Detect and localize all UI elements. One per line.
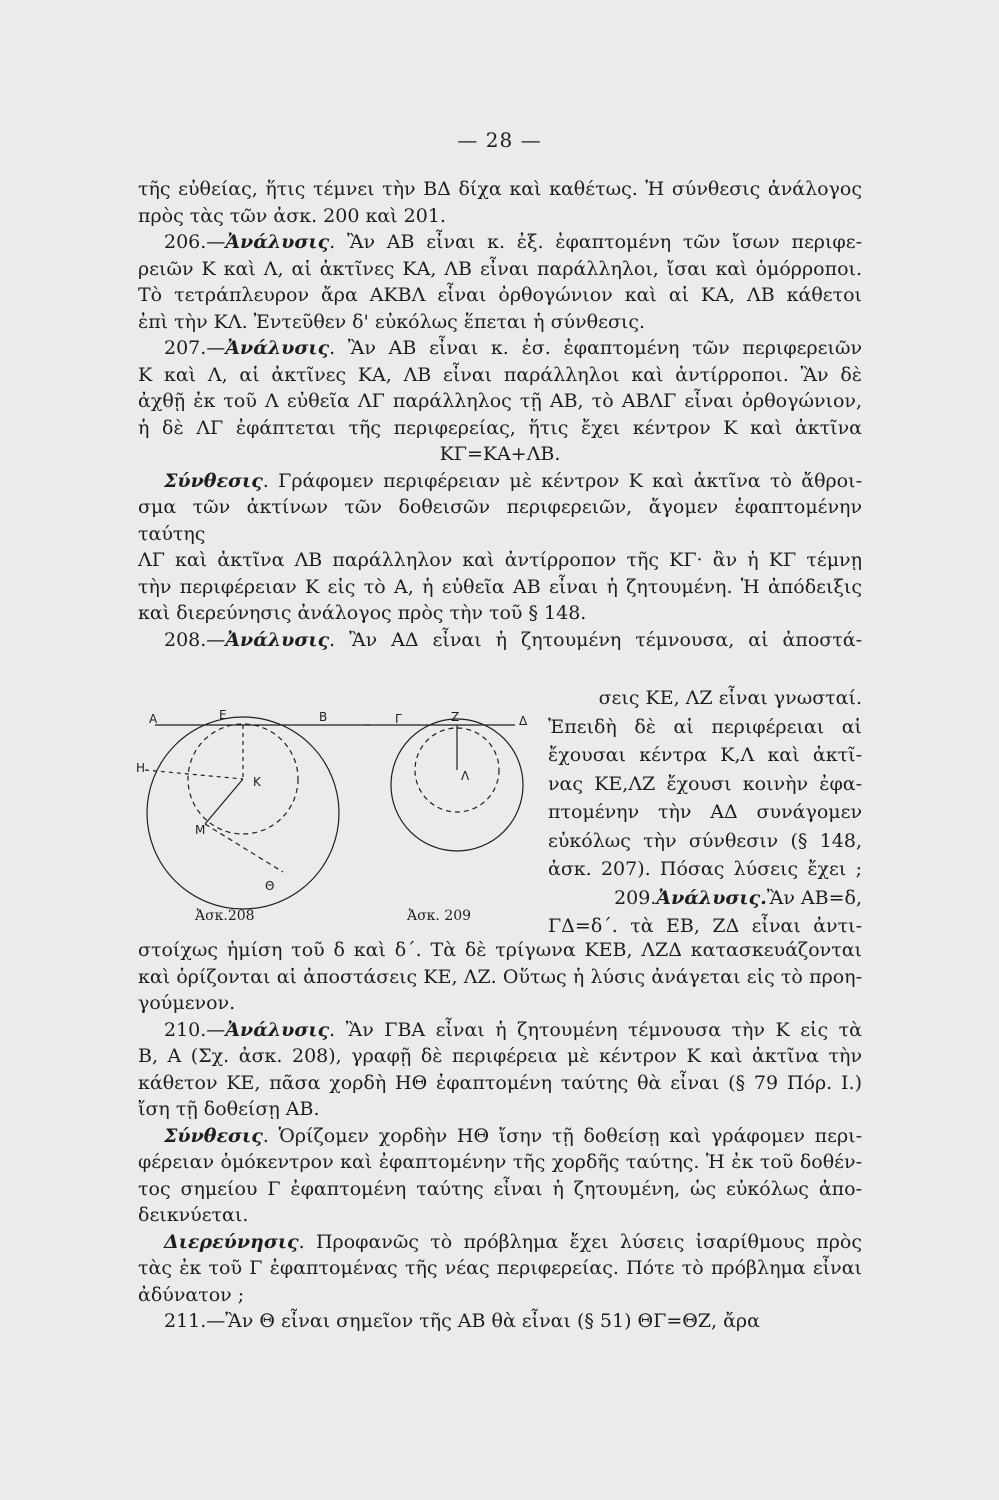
text-line: ἡ δὲ ΛΓ ἐφάπτεται τῆς περιφερείας, ἥτις ἔχει κέντρον Κ καὶ ἀκτῖνα: [138, 416, 862, 439]
text-line: ρειῶν Κ καὶ Λ, αἱ ἀκτῖνες ΚΑ, ΛΒ εἶναι παράλληλοι, ἴσαι καὶ ὁμόρροποι.: [138, 257, 862, 280]
figure-208-radius: [205, 779, 243, 824]
figure-208-outer-circle: [147, 717, 339, 909]
exercise-number: 210.—: [164, 1018, 226, 1041]
text-line: ἔχουσαι κέντρα Κ,Λ καὶ ἀκτῖ-: [548, 744, 862, 766]
point-label: Ζ: [451, 710, 460, 724]
section-heading: Ἀνάλυσις: [225, 1018, 330, 1041]
point-label: Η: [136, 761, 146, 775]
exercise-208: [138, 627, 862, 654]
text-line: φέρειαν ὁμόκεντρον καὶ ἐφαπτομένην τῆς χορδῆς ταύτης. Ἡ ἐκ τοῦ δοθέν-: [138, 1151, 862, 1173]
text-line: . Γράφομεν περιφέρειαν μὲ κέντρον Κ καὶ ἀκτῖνα τὸ ἄθροι-: [262, 469, 862, 492]
section-heading: Διερεύνησις: [164, 1230, 299, 1253]
text-line: τος σημείου Γ ἐφαπτομένη ταύτης εἶναι ἡ ζητουμένη, ὡς εὐκόλως ἀπο-: [138, 1177, 862, 1200]
text-line: ἐπὶ τὴν ΚΛ. Ἐντεῦθεν δ' εὐκόλως ἕπεται ἡ σύνθεσις.: [138, 310, 646, 333]
text-line: νας ΚΕ,ΛΖ ἔχουσι κοινὴν ἐφα-: [548, 772, 862, 795]
point-label: Β: [319, 710, 328, 724]
figure-caption-208: Ἀσκ.208: [195, 908, 255, 924]
exercise-211: 211.—Ἂν Θ εἶναι σημεῖον τῆς ΑΒ θὰ εἶναι (§ 51) ΘΓ=ΘΖ, ἄρα: [164, 1310, 760, 1332]
exercise-number: 207.—: [164, 337, 226, 359]
text-line: Ἂν ΑΒ=δ,: [766, 886, 862, 909]
figure-caption-209: Ἀσκ. 209: [407, 908, 472, 924]
exercise-209: [548, 884, 862, 913]
point-label: Κ: [253, 775, 261, 789]
text-line: Τὸ τετράπλευρον ἄρα ΑΚΒΛ εἶναι ὀρθογώνιον καὶ αἱ ΚΑ, ΛΒ κάθετοι: [138, 284, 862, 306]
point-label: Θ: [265, 879, 275, 893]
text-line: Κ καὶ Λ, αἱ ἀκτῖνες ΚΑ, ΛΒ εἶναι παράλληλοι καὶ ἀντίρροποι. Ἂν δὲ: [138, 363, 862, 386]
section-heading: Σύνθεσις: [164, 469, 263, 492]
text-line: καὶ διερεύνησις ἀνάλογος πρὸς τὴν τοῦ § 148.: [138, 602, 587, 624]
text-line: γούμενον.: [138, 992, 236, 1014]
text-line: εὐκόλως τὴν σύνθεσιν (§ 148,: [548, 829, 862, 852]
text-line: σεις ΚΕ, ΛΖ εἶναι γνωσταί.: [598, 687, 862, 709]
text-line: δεικνύεται.: [138, 1204, 249, 1226]
text-line: τὰς ἐκ τοῦ Γ ἐφαπτομένας τῆς νέας περιφερείας. Πότε τὸ πρόβλημα εἶναι: [138, 1257, 862, 1279]
synthesis-1: [138, 468, 862, 495]
text-line: σμα τῶν ἀκτίνων τῶν δοθεισῶν περιφερειῶν, ἄγομεν ἐφαπτομένην ταύτης: [138, 496, 862, 545]
point-label: Ε: [219, 708, 227, 722]
exercise-207: [138, 335, 862, 362]
text-line: Β, Α (Σχ. ἀσκ. 208), γραφῇ δὲ περιφέρεια μὲ κέντρον Κ καὶ ἀκτῖνα τὴν: [138, 1045, 862, 1067]
section-heading: Ἀνάλυσις.: [656, 886, 767, 909]
investigation: [138, 1229, 862, 1256]
text-line: ἀδύνατον ;: [138, 1283, 245, 1306]
figures: [135, 690, 535, 930]
text-line: . Ἂν ΑΒ εἶναι κ. ἐσ. ἐφαπτομένη τῶν περιφερειῶν: [329, 337, 862, 359]
text-line: Ἐπειδὴ δὲ αἱ περιφέρειαι αἱ: [548, 715, 862, 738]
section-heading: Ἀνάλυσις: [225, 231, 330, 253]
side-text: [548, 684, 862, 941]
point-label: Γ: [395, 712, 402, 726]
synthesis-2: [138, 1123, 862, 1150]
text-line: τῆς εὐθείας, ἥτις τέμνει τὴν ΒΔ δίχα καὶ καθέτως. Ἡ σύνθεσις ἀνάλογος: [138, 178, 862, 200]
exercise-number: 209.: [614, 886, 657, 909]
figure-208-chord: [205, 824, 283, 872]
text-line: . Ἂν ΑΔ εἶναι ἡ ζητουμένη τέμνουσα, αἱ ἀποστά-: [329, 628, 862, 651]
text-line: . Ἂν ΓΒΑ εἶναι ἡ ζητουμένη τέμνουσα τὴν Κ εἰς τὰ: [329, 1018, 862, 1041]
section-heading: Ἀνάλυσις: [225, 628, 330, 651]
point-label: Α: [149, 712, 158, 726]
section-heading: Σύνθεσις: [164, 1124, 263, 1147]
text-line: πρὸς τὰς τῶν ἀσκ. 200 καὶ 201.: [138, 204, 446, 227]
exercise-number: 208.—: [164, 628, 226, 651]
formula: ΚΓ=ΚΑ+ΛΒ.: [439, 443, 561, 465]
exercise-number: 206.—: [164, 231, 226, 253]
text-line: ἴση τῇ δοθείσῃ ΑΒ.: [138, 1098, 320, 1120]
text-line: ΛΓ καὶ ἀκτῖνα ΛΒ παράλληλον καὶ ἀντίρροπον τῆς ΚΓ· ἂν ἡ ΚΓ τέμνῃ: [138, 549, 862, 571]
text-line: ἀσκ. 207). Πόσας λύσεις ἔχει ;: [548, 858, 862, 880]
text-line: κάθετον ΚΕ, πᾶσα χορδὴ ΗΘ ἐφαπτομένη ταύτης θὰ εἶναι (§ 79 Πόρ. Ι.): [138, 1071, 862, 1094]
text-line: ἀχθῇ ἐκ τοῦ Λ εὐθεῖα ΛΓ παράλληλος τῇ ΑΒ, τὸ ΑΒΛΓ εἶναι ὀρθογώνιον,: [138, 390, 862, 412]
text-line: στοίχως ἡμίση τοῦ δ καὶ δ΄. Τὰ δὲ τρίγωνα ΚΕΒ, ΛΖΔ κατασκευάζονται: [138, 939, 862, 961]
text-line: . Ἂν ΑΒ εἶναι κ. ἐξ. ἐφαπτομένη τῶν ἴσων περιφε-: [329, 231, 862, 253]
page-number: — 28 —: [457, 128, 542, 152]
lower-text: [138, 937, 862, 1335]
text-line: . Προφανῶς τὸ πρόβλημα ἔχει λύσεις ἰσαρίθμους πρὸς: [298, 1230, 862, 1253]
text-line: τὴν περιφέρειαν Κ εἰς τὸ Α, ἡ εὐθεῖα ΑΒ εἶναι ἡ ζητουμένη. Ἡ ἀπόδειξις: [138, 575, 862, 598]
exercise-210: [138, 1017, 862, 1044]
exercise-206: [138, 229, 862, 256]
point-label: Δ: [519, 714, 528, 728]
text-line: πτομένην τὴν ΑΔ συνάγομεν: [548, 801, 862, 823]
figure-208-radius: [145, 770, 243, 779]
text-line: καὶ ὁρίζονται αἱ ἀποστάσεις ΚΕ, ΛΖ. Οὕτως ἡ λύσις ἀνάγεται εἰς τὸ προη-: [138, 965, 862, 988]
upper-text: [138, 176, 862, 653]
text-line: . Ὁρίζομεν χορδὴν ΗΘ ἴσην τῇ δοθείσῃ καὶ γράφομεν περι-: [262, 1124, 862, 1147]
section-heading: Ἀνάλυσις: [225, 337, 330, 359]
point-label: Λ: [461, 769, 470, 783]
text-line: ΓΔ=δ΄. τὰ ΕΒ, ΖΔ εἶναι ἀντι-: [548, 915, 862, 937]
point-label: Μ: [195, 823, 206, 837]
